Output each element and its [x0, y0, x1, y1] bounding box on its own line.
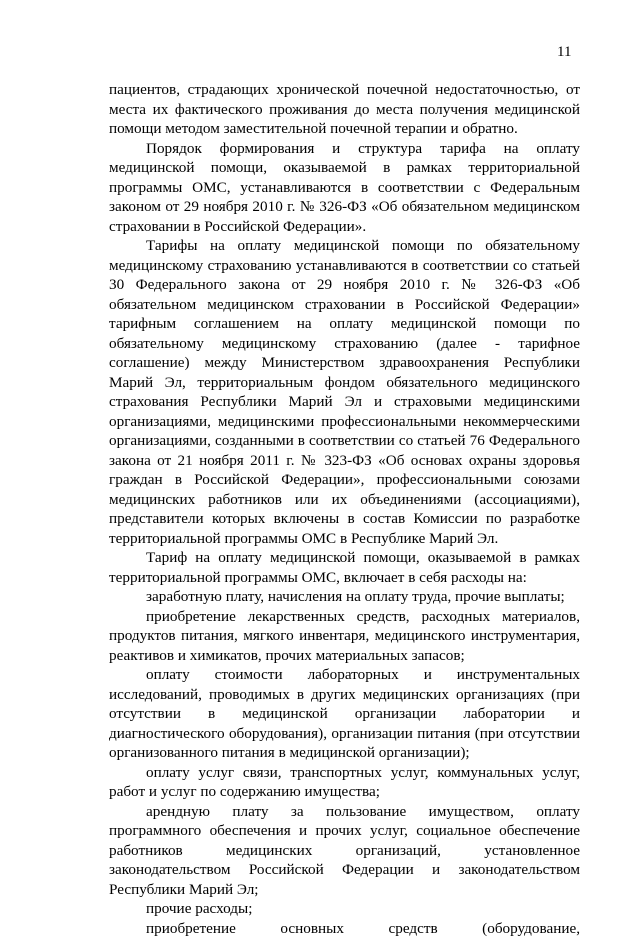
- paragraph: Тариф на оплату медицинской помощи, оказываемой в рамках территориальной программы ОМС, включает в себя расходы на:: [109, 548, 580, 587]
- list-item: оплату услуг связи, транспортных услуг, коммунальных услуг, работ и услуг по содержанию имущества;: [109, 763, 580, 802]
- page-number: 11: [557, 44, 571, 61]
- paragraph: Тарифы на оплату медицинской помощи по обязательному медицинскому страхованию устанавливаются в соответствии со статьей 30 Федерального закона от 29 ноября 2010 г. № 326-ФЗ «Об обязательном медицинском страховании в Российской Федерации» тарифным соглашением на оплату медицинской помощи по обязательному медицинскому страхованию (далее - тарифное соглашение) между Министерством здравоохранения Республики Марий Эл, территориальным фондом обязательного медицинского страхования Республики Марий Эл и страховыми медицинскими организациями, медицинскими профессиональными некоммерческими организациями, созданными в соответствии со статьей 76 Федерального закона от 21 ноября 2011 г. № 323-ФЗ «Об основах охраны здоровья граждан в Российской Федерации», профессиональными союзами медицинских работников или их объединениями (ассоциациями), представители которых включены в состав Комиссии по разработке территориальной программы ОМС в Республике Марий Эл.: [109, 236, 580, 548]
- list-item: арендную плату за пользование имуществом, оплату программного обеспечения и прочих услуг, социальное обеспечение работников медицинских организаций, установленное законодательством Российской Федерации и законодательством Республики Марий Эл;: [109, 802, 580, 900]
- body-text: [109, 80, 580, 938]
- list-item: приобретение лекарственных средств, расходных материалов, продуктов питания, мягкого инвентаря, медицинского инструментария, реактивов и химикатов, прочих материальных запасов;: [109, 607, 580, 666]
- list-item: заработную плату, начисления на оплату труда, прочие выплаты;: [109, 587, 580, 607]
- list-item: оплату стоимости лабораторных и инструментальных исследований, проводимых в других медицинских организациях (при отсутствии в медицинской организации лаборатории и диагностического оборудования), организации питания (при отсутствии организованного питания в медицинской организации);: [109, 665, 580, 763]
- list-item: приобретение основных средств (оборудование,: [109, 919, 580, 938]
- paragraph: Порядок формирования и структура тарифа на оплату медицинской помощи, оказываемой в рамках территориальной программы ОМС, устанавливаются в соответствии с Федеральным законом от 29 ноября 2010 г. № 326-ФЗ «Об обязательном медицинском страховании в Российской Федерации».: [109, 139, 580, 237]
- list-item: прочие расходы;: [109, 899, 580, 919]
- paragraph: пациентов, страдающих хронической почечной недостаточностью, от места их фактического проживания до места получения медицинской помощи методом заместительной почечной терапии и обратно.: [109, 80, 580, 139]
